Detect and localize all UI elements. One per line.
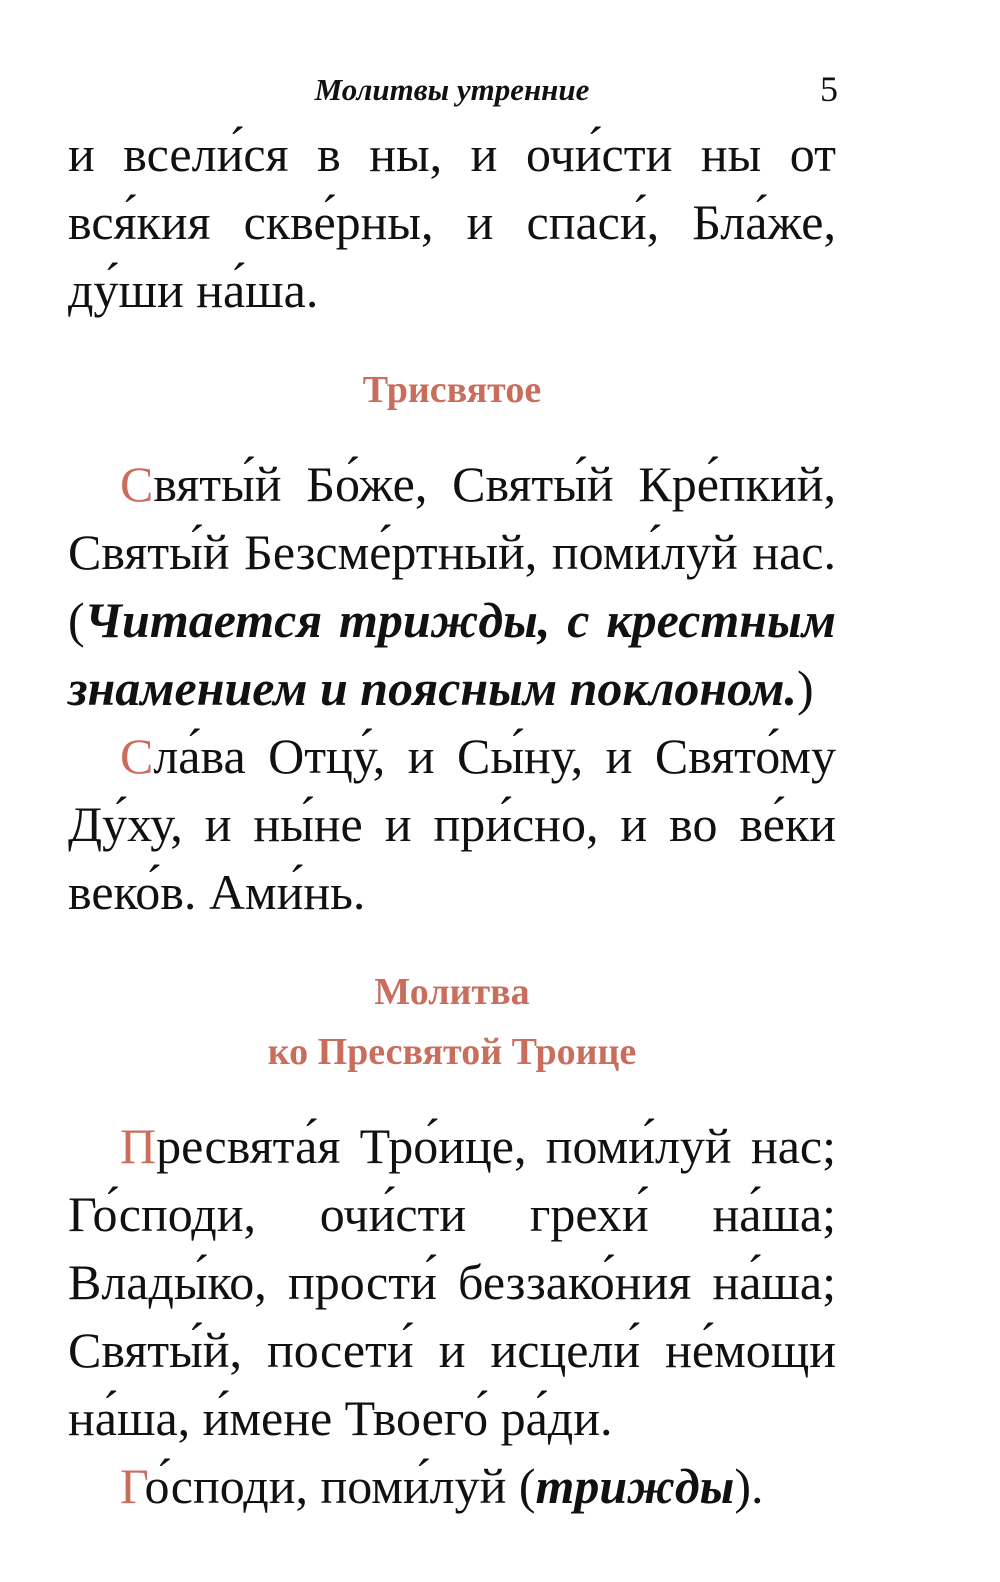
trinity-paragraph xyxy=(68,1112,836,1452)
paragraph-text: ресвята́я Тро́ице, поми́луй нас; Го́споди, очи́сти грехи́ на́ша; Влады́ко, прости́ беззако́ния на́ша; Святы́й, посети́ и исцели́ не́мощи на́ша, и́мене Твоего́ ра́ди. xyxy=(68,1118,836,1446)
rubric-instruction: трижды xyxy=(535,1458,735,1514)
drop-initial: С xyxy=(120,728,154,784)
paragraph-text-close: ) xyxy=(797,660,814,716)
rubric-instruction: Читается трижды, с крестным знамением и поясным поклоном. xyxy=(68,592,836,716)
section-spacer xyxy=(68,926,836,962)
paragraph-text: о́споди, поми́луй ( xyxy=(144,1458,536,1514)
trinity-heading-line2: ко Пресвятой Троице xyxy=(267,1031,637,1073)
opening-paragraph: и всели́ся в ны, и очи́сти ны от вся́кия скве́рны, и спаси́, Бла́же, ду́ши на́ша. xyxy=(68,126,836,318)
section-spacer xyxy=(68,324,836,360)
glory-paragraph xyxy=(68,722,836,926)
running-title: Молитвы утренние xyxy=(314,72,590,107)
trisagion-paragraph xyxy=(68,450,836,722)
running-header xyxy=(68,64,836,112)
section-spacer xyxy=(68,420,836,450)
drop-initial: П xyxy=(120,1118,157,1174)
page-number: 5 xyxy=(820,69,838,109)
trinity-heading-line1: Молитва xyxy=(374,971,530,1013)
paragraph-text: вяты́й Бо́же, Святы́й Кре́пкий, Святы́й Безсме́ртный, поми́луй нас. ( xyxy=(68,456,836,648)
section-spacer xyxy=(68,1082,836,1112)
lord-have-mercy-paragraph xyxy=(68,1452,836,1520)
trisagion-heading: Трисвятое xyxy=(362,369,542,411)
page-body xyxy=(68,120,836,1520)
paragraph-text: ла́ва Отцу́, и Сы́ну, и Свято́му Ду́ху, и ны́не и при́сно, и во ве́ки веко́в. Ами́нь. xyxy=(68,728,836,920)
paragraph-text-close: ). xyxy=(734,1458,764,1514)
drop-initial: Г xyxy=(120,1458,145,1514)
drop-initial: С xyxy=(120,456,154,512)
